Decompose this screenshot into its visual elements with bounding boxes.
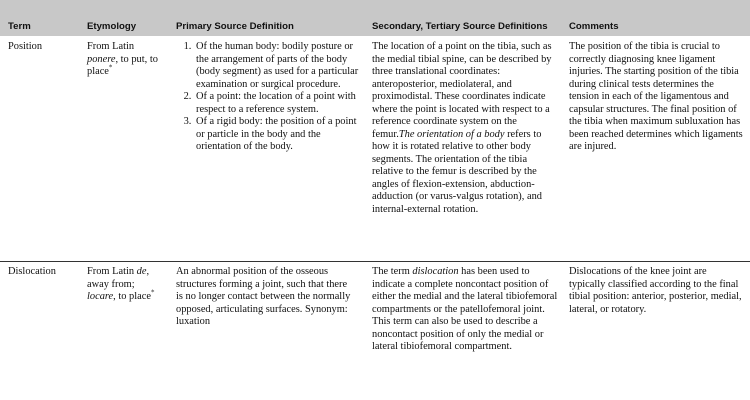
- row-1-comments: The position of the tibia is crucial to correctly diagnosing knee ligament injuries. The starting position of the tibia during clinical tests determines the tension in each of the ligamentous and capsular structures. The final position of the tibia when maximum subluxation has been reached determines which ligaments are injured.: [569, 41, 743, 152]
- row-2-secondary-definition: The term dislocation has been used to indicate a complete noncontact position of either the medial and the lateral tibiofemoral compartments or the patellofemoral joint. This term can also be used to describe a noncontact position of only the medial or lateral tibiofemoral compartment.: [372, 266, 558, 352]
- primary-item-3: 3. Of a rigid body: the position of a point or particle in the body and the orientation of the body.: [194, 116, 361, 154]
- row-1-term: Position: [8, 41, 43, 52]
- header-comments: Comments: [569, 21, 619, 32]
- header-etymology: Etymology: [87, 21, 137, 32]
- row-1-etymology: From Latin ponere, to put, to place*: [87, 41, 158, 77]
- primary-item-1: 1. Of the human body: bodily posture or the arrangement of parts of the body (body segment) as used for a particular examination or surgical procedure.: [194, 41, 361, 91]
- header-primary-definition: Primary Source Definition: [176, 21, 294, 32]
- header-term: Term: [8, 21, 31, 32]
- row-1-primary-definition: [176, 41, 361, 154]
- primary-item-2: 2. Of a point: the location of a point with respect to a reference system.: [194, 91, 361, 116]
- table-header: [0, 0, 750, 36]
- row-2-comments: Dislocations of the knee joint are typically classified according to the final tibial position: anterior, posterior, medial, lateral, or rotatory.: [569, 266, 742, 315]
- row-2-etymology: From Latin de, away from; locare, to place*: [87, 266, 155, 302]
- row-2-primary-definition: An abnormal position of the osseous structures forming a joint, such that there is no longer contact between the normally opposed, articulating surfaces. Synonym: luxation: [176, 266, 351, 327]
- row-2-term: Dislocation: [8, 266, 56, 277]
- header-secondary-definitions: Secondary, Tertiary Source Definitions: [372, 21, 548, 32]
- row-1-secondary-definition: The location of a point on the tibia, such as the medial tibial spine, can be described by three translational coordinates: anteroposterior, mediolateral, and proximodistal. These coordinates indicate where the point is located with respect to a reference coordinate system on the femur.The orientation of a body refers to how it is rotated relative to other body segments. The orientation of the tibia relative to the femur is described by the angles of flexion-extension, abduction-adduction (or varus-valgus rotation), and internal-external rotation.: [372, 41, 552, 215]
- row-divider: [0, 261, 750, 262]
